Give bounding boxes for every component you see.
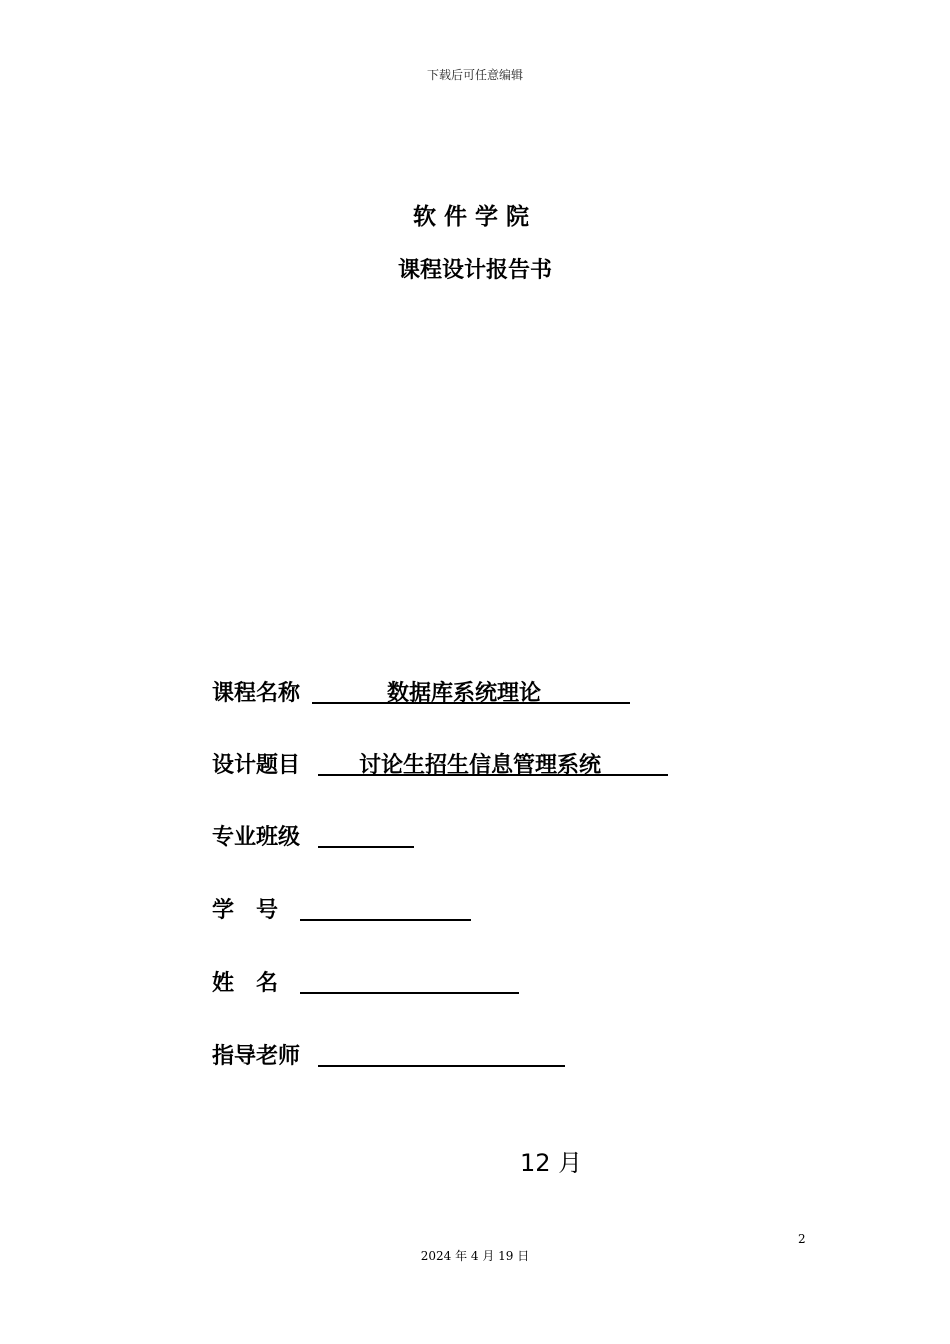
- report-title: 课程设计报告书: [397, 258, 552, 283]
- school-title: 软件学院: [413, 204, 537, 230]
- advisor-label: 指导老师: [212, 1044, 301, 1069]
- page-header-note: 下载后可任意编辑: [426, 68, 523, 82]
- student-id-underline: [300, 893, 471, 921]
- course-name-value: 数据库系统理论: [387, 681, 542, 706]
- name-underline: [300, 966, 519, 994]
- name-label: 姓 名: [212, 971, 279, 996]
- major-class-underline: [318, 820, 414, 848]
- advisor-underline: [318, 1039, 565, 1067]
- course-name-label: 课程名称: [212, 681, 301, 706]
- footer-date: 2024 年 4 月 19 日: [420, 1249, 530, 1263]
- design-topic-value: 讨论生招生信息管理系统: [359, 753, 602, 778]
- major-class-label: 专业班级: [212, 825, 301, 850]
- design-topic-label: 设计题目: [212, 753, 301, 778]
- month-text: 12 月: [520, 1149, 583, 1177]
- page-number: 2: [798, 1232, 806, 1246]
- student-id-label: 学 号: [212, 898, 279, 923]
